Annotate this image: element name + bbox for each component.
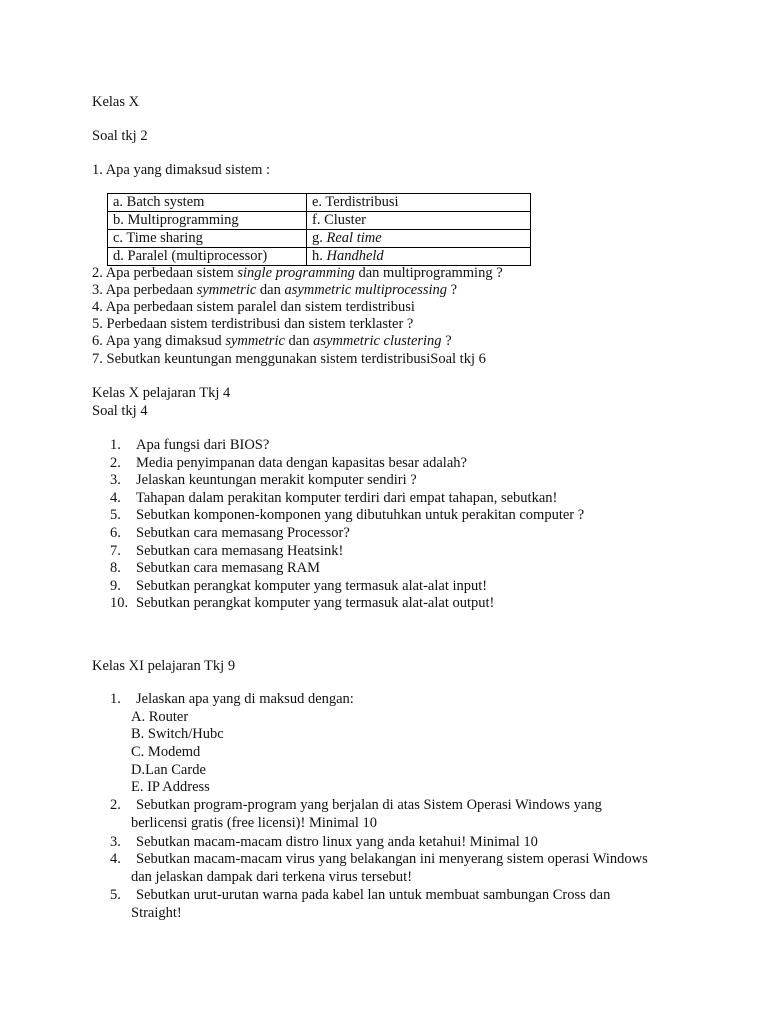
sub-item: B. Switch/Hubc xyxy=(131,726,224,742)
question-6 xyxy=(92,333,452,350)
list-number: 4. xyxy=(110,851,121,867)
list-number: 1. xyxy=(110,691,121,707)
list-text: Jelaskan keuntungan merakit komputer sendiri ? xyxy=(136,472,417,489)
text-run: dan xyxy=(284,333,314,349)
text-run-italic: asymmetric multiprocessing xyxy=(284,282,448,298)
list-number: 7. xyxy=(110,542,121,559)
list-text: Apa fungsi dari BIOS? xyxy=(136,437,270,453)
list-text: Sebutkan komponen-komponen yang dibutuhkan untuk perakitan computer ? xyxy=(136,507,585,524)
list-text: Sebutkan program-program yang berjalan di atas Sistem Operasi Windows yang xyxy=(136,797,602,813)
text-run: dan xyxy=(256,282,285,298)
text-run: 3. Apa perbedaan xyxy=(92,282,197,298)
list-text: Media penyimpanan data dengan kapasitas besar adalah? xyxy=(136,454,467,471)
text-run-italic: asymmetric clustering xyxy=(313,333,442,349)
table-row xyxy=(108,212,531,230)
class-label: Kelas X xyxy=(92,94,140,110)
table-cell-italic xyxy=(307,230,531,248)
text-run: 6. Apa yang dimaksud xyxy=(92,333,226,349)
question-3 xyxy=(92,282,457,299)
list-text: Jelaskan apa yang di maksud dengan: xyxy=(136,691,354,707)
text-run-italic: symmetric xyxy=(225,333,285,349)
list-number: 1. xyxy=(110,437,121,453)
list-number: 3. xyxy=(110,472,121,489)
list-number: 6. xyxy=(110,524,121,541)
soal-label: Soal tkj 2 xyxy=(92,128,148,144)
table-cell: c. Time sharing xyxy=(108,230,307,248)
section-2-subheading: Soal tkj 4 xyxy=(92,403,148,419)
list-number: 8. xyxy=(110,560,121,577)
list-text: Sebutkan urut-urutan warna pada kabel lan untuk membuat sambungan Cross dan xyxy=(136,887,611,903)
table-cell-prefix: h. xyxy=(312,248,327,264)
list-text: Sebutkan cara memasang RAM xyxy=(136,560,321,577)
table-cell: a. Batch system xyxy=(108,194,307,212)
list-text: Sebutkan cara memasang Heatsink! xyxy=(136,542,344,559)
sub-item: C. Modemd xyxy=(131,744,201,760)
text-run: ? xyxy=(441,333,452,349)
table-cell-italic xyxy=(307,248,531,266)
table-cell-italic-text: Handheld xyxy=(326,248,384,264)
section-2-heading: Kelas X pelajaran Tkj 4 xyxy=(92,385,231,401)
list-number: 5. xyxy=(110,507,121,524)
sub-item: E. IP Address xyxy=(131,779,210,795)
table-cell: e. Terdistribusi xyxy=(307,194,531,212)
text-run: 2. Apa perbedaan sistem xyxy=(92,265,238,281)
list-number: 5. xyxy=(110,887,121,903)
question-7: 7. Sebutkan keuntungan menggunakan sistem terdistribusiSoal tkj 6 xyxy=(92,351,486,367)
list-text: Sebutkan macam-macam virus yang belakangan ini menyerang sistem operasi Windows xyxy=(136,851,648,867)
question-4: 4. Apa perbedaan sistem paralel dan sistem terdistribusi xyxy=(92,299,415,315)
section-3-heading: Kelas XI pelajaran Tkj 9 xyxy=(92,658,236,674)
table-cell-italic-text: Real time xyxy=(326,230,382,246)
list-text: Sebutkan perangkat komputer yang termasuk alat-alat input! xyxy=(136,577,488,594)
list-text-continuation: berlicensi gratis (free licensi)! Minimal 10 xyxy=(131,815,378,831)
list-number: 10. xyxy=(110,595,129,612)
list-text-continuation: dan jelaskan dampak dari terkena virus tersebut! xyxy=(131,869,413,885)
list-number: 4. xyxy=(110,489,121,506)
list-text-continuation: Straight! xyxy=(131,905,182,921)
text-run: ? xyxy=(447,282,458,298)
table-row xyxy=(108,194,531,212)
table-row xyxy=(108,230,531,248)
list-text: Tahapan dalam perakitan komputer terdiri dari empat tahapan, sebutkan! xyxy=(136,489,558,506)
question-5: 5. Perbedaan sistem terdistribusi dan sistem terklaster ? xyxy=(92,316,414,332)
table-cell-prefix: g. xyxy=(312,230,327,246)
text-run-italic: symmetric xyxy=(196,282,257,298)
list-number: 2. xyxy=(110,454,121,471)
list-text: Sebutkan cara memasang Processor? xyxy=(136,524,350,541)
list-number: 3. xyxy=(110,834,121,850)
list-text: Sebutkan perangkat komputer yang termasuk alat-alat output! xyxy=(136,595,495,612)
table-cell: f. Cluster xyxy=(307,212,531,230)
sub-item: A. Router xyxy=(131,709,189,725)
table-cell: d. Paralel (multiprocessor) xyxy=(108,248,307,266)
table-row xyxy=(108,248,531,266)
text-run: dan multiprogramming ? xyxy=(354,265,503,281)
question-1: 1. Apa yang dimaksud sistem : xyxy=(92,162,271,178)
text-run-italic: single programming xyxy=(237,265,355,281)
list-number: 2. xyxy=(110,797,121,813)
system-types-table xyxy=(107,193,531,266)
sub-item: D.Lan Carde xyxy=(131,762,206,778)
list-number: 9. xyxy=(110,577,121,594)
table-cell: b. Multiprogramming xyxy=(108,212,307,230)
question-2 xyxy=(92,265,503,282)
list-text: Sebutkan macam-macam distro linux yang anda ketahui! Minimal 10 xyxy=(136,834,538,850)
